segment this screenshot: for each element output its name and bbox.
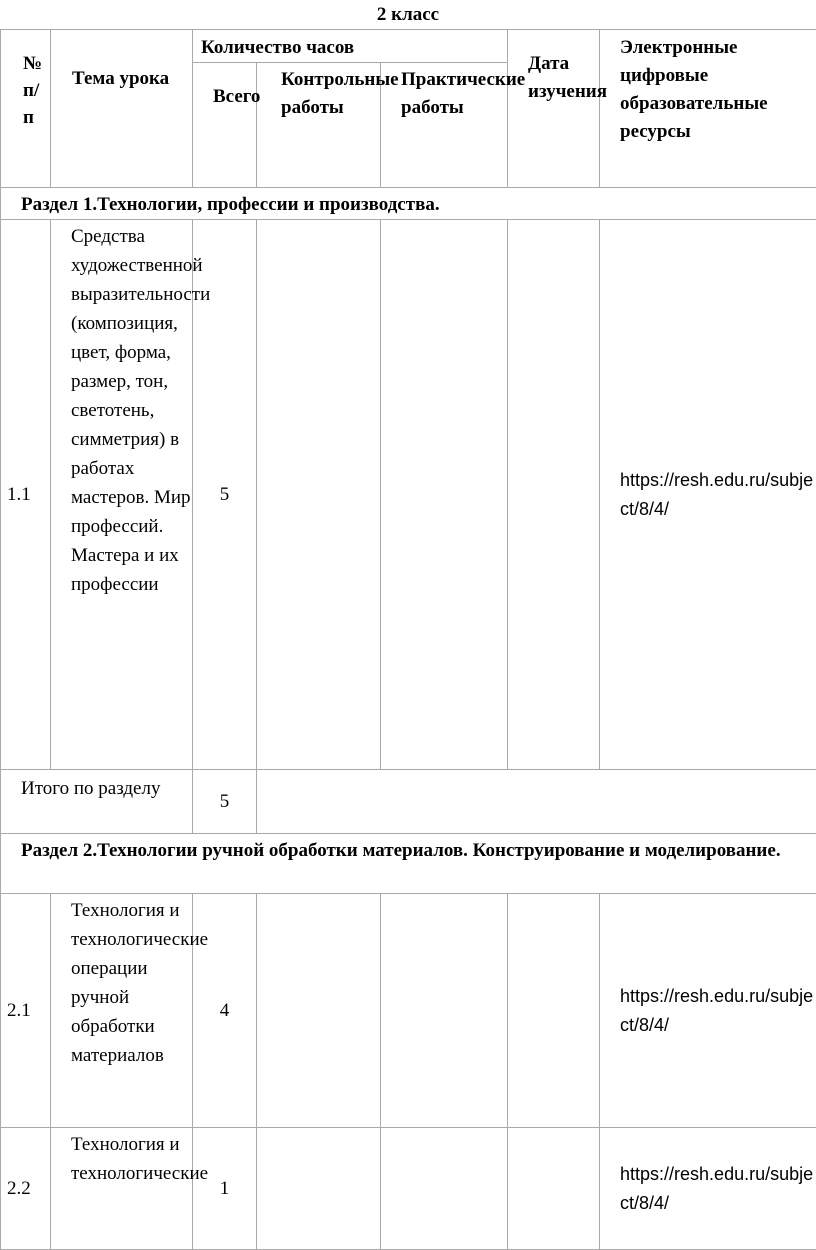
row-date bbox=[508, 220, 600, 770]
row-num: 2.2 bbox=[1, 1128, 51, 1250]
row-num: 2.1 bbox=[1, 894, 51, 1128]
header-topic: Тема урока bbox=[51, 30, 193, 188]
row-topic: Средства художественной выразительности (композиция, цвет, форма, размер, тон, светотень, симметрия) в работах мастеров. Мир профессий. Мастера и их профессии bbox=[51, 220, 193, 770]
row-practical bbox=[381, 1128, 508, 1250]
lesson-plan-table bbox=[0, 29, 816, 1250]
header-resources: Электронные цифровые образовательные ресурсы bbox=[600, 30, 816, 188]
row-date bbox=[508, 1128, 600, 1250]
table-row bbox=[1, 220, 816, 770]
row-num: 1.1 bbox=[1, 220, 51, 770]
row-resource-link[interactable]: https://resh.edu.ru/subject/8/4/ bbox=[600, 1128, 816, 1250]
section-title: Раздел 1.Технологии, профессии и производства. bbox=[1, 188, 816, 220]
row-total: 1 bbox=[193, 1128, 257, 1250]
section-title: Раздел 2.Технологии ручной обработки материалов. Конструирование и моделирование. bbox=[1, 834, 816, 894]
row-resource-link[interactable]: https://resh.edu.ru/subject/8/4/ bbox=[600, 220, 816, 770]
header-total: Всего bbox=[193, 63, 257, 188]
header-row-1 bbox=[1, 30, 816, 63]
row-practical bbox=[381, 894, 508, 1128]
page-title: 2 класс bbox=[0, 4, 816, 26]
row-total: 4 bbox=[193, 894, 257, 1128]
header-quantity: Количество часов bbox=[193, 30, 508, 63]
summary-label: Итого по разделу bbox=[1, 770, 193, 834]
header-num: № п/п bbox=[1, 30, 51, 188]
row-date bbox=[508, 894, 600, 1128]
table-row bbox=[1, 894, 816, 1128]
row-resource-link[interactable]: https://resh.edu.ru/subject/8/4/ bbox=[600, 894, 816, 1128]
summary-value: 5 bbox=[193, 770, 257, 834]
row-total: 5 bbox=[193, 220, 257, 770]
row-control bbox=[257, 1128, 381, 1250]
row-practical bbox=[381, 220, 508, 770]
table-row bbox=[1, 1128, 816, 1250]
row-topic: Технология и технологические bbox=[51, 1128, 193, 1250]
row-topic: Технология и технологические операции ручной обработки материалов bbox=[51, 894, 193, 1128]
header-practical: Практические работы bbox=[381, 63, 508, 188]
row-control bbox=[257, 894, 381, 1128]
header-date: Дата изучения bbox=[508, 30, 600, 188]
section-row bbox=[1, 834, 816, 894]
section-row bbox=[1, 188, 816, 220]
row-control bbox=[257, 220, 381, 770]
header-control: Контрольные работы bbox=[257, 63, 381, 188]
summary-empty bbox=[257, 770, 816, 834]
summary-row bbox=[1, 770, 816, 834]
